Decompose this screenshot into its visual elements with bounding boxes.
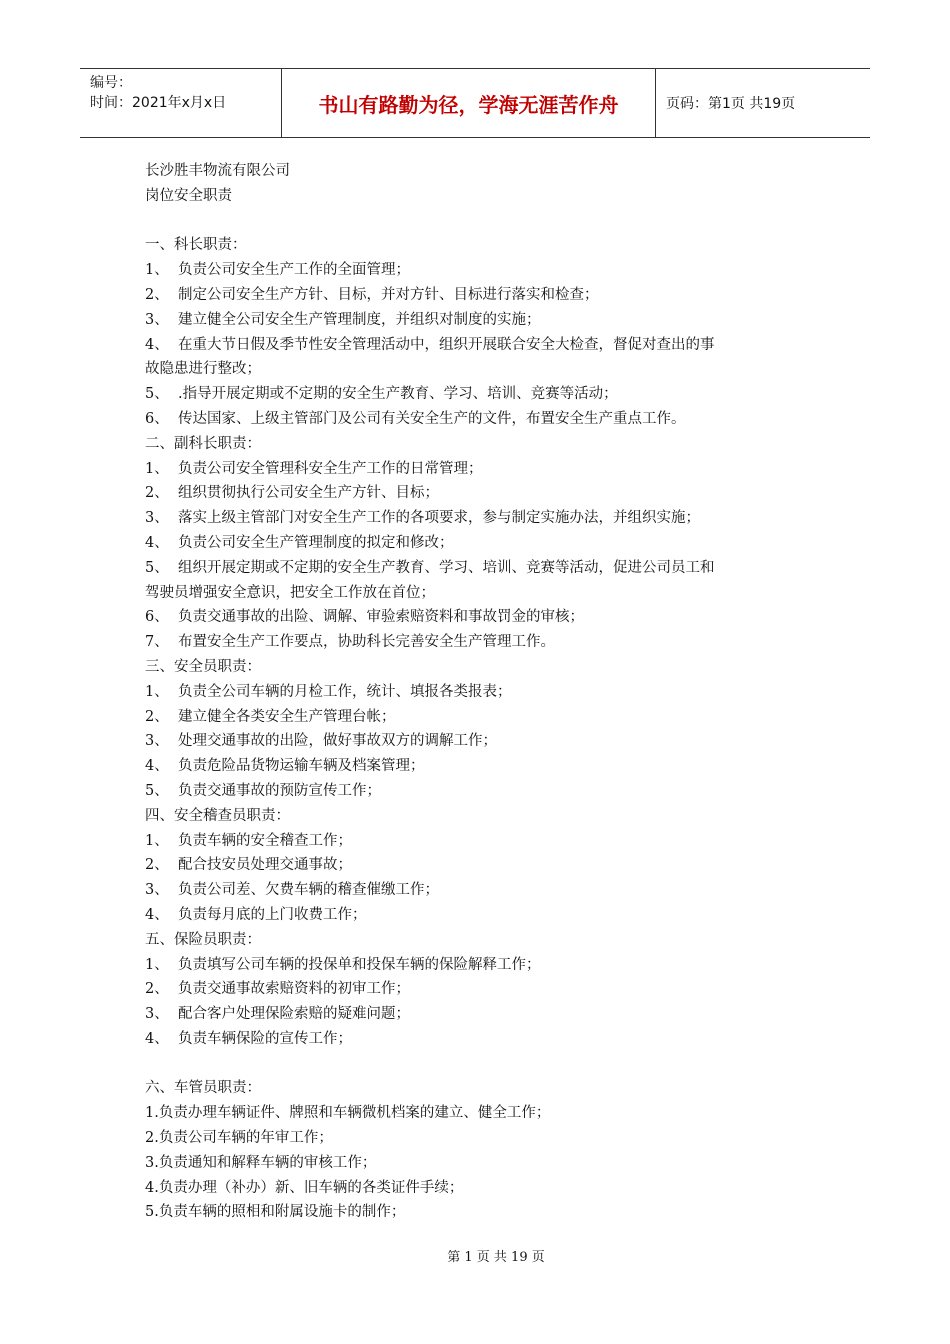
section-heading: 一、科长职责： — [145, 237, 247, 254]
duty-item — [145, 878, 810, 903]
duty-item — [145, 829, 810, 854]
item-number: 1、 — [145, 683, 169, 700]
item-text: 传达国家、上级主管部门及公司有关安全生产的文件，布置安全生产重点工作。 — [178, 410, 686, 427]
item-text: 负责交通事故的出险、调解、审验索赔资料和事故罚金的审核； — [178, 609, 584, 626]
item-number: 4、 — [145, 758, 169, 775]
header-page-info: 页码：第1页 共19页 — [666, 96, 796, 112]
section-heading: 五、保险员职责： — [145, 931, 261, 948]
section-heading: 三、安全员职责： — [145, 658, 261, 675]
duty-item — [145, 457, 810, 482]
item-number: 5、 — [145, 386, 169, 403]
item-text: 负责公司安全管理科安全生产工作的日常管理； — [178, 460, 483, 477]
duty-item — [145, 605, 810, 630]
duty-item: 3.负责通知和解释车辆的审核工作； — [145, 1154, 377, 1171]
duty-sections — [145, 233, 810, 1051]
company-name: 长沙胜丰物流有限公司 — [145, 163, 290, 179]
item-text: 组织开展定期或不定期的安全生产教育、学习、培训、竞赛等活动，促进公司员工和 — [178, 559, 715, 576]
item-number: 6、 — [145, 410, 169, 427]
duty-item — [145, 729, 810, 754]
item-number: 1、 — [145, 460, 169, 477]
header-motto: 书山有路勤为径，学海无涯苦作舟 — [281, 69, 656, 137]
item-text-continued: 故隐患进行整改； — [145, 361, 261, 378]
duty-item — [145, 1002, 810, 1027]
item-number: 1、 — [145, 956, 169, 973]
item-number: 5、 — [145, 559, 169, 576]
item-text: 配合技安员处理交通事故； — [178, 857, 352, 874]
duty-item — [145, 977, 810, 1002]
item-text: 组织贯彻执行公司安全生产方针、目标； — [178, 485, 439, 502]
item-text: 负责车辆保险的宣传工作； — [178, 1030, 352, 1047]
page-header — [80, 68, 870, 138]
section-items — [145, 1101, 810, 1225]
item-number: 3、 — [145, 1006, 169, 1023]
item-number: 4、 — [145, 1030, 169, 1047]
duty-item — [145, 556, 810, 581]
item-number: 6、 — [145, 609, 169, 626]
duty-item — [145, 407, 810, 432]
item-text: 负责公司差、欠费车辆的稽查催缴工作； — [178, 882, 439, 899]
section-heading: 二、副科长职责： — [145, 435, 261, 452]
duty-item: 4.负责办理（补办）新、旧车辆的各类证件手续； — [145, 1179, 464, 1196]
item-text: 配合客户处理保险索赔的疑难问题； — [178, 1006, 410, 1023]
item-text: 负责交通事故索赔资料的初审工作； — [178, 981, 410, 998]
item-text: 负责交通事故的预防宣传工作； — [178, 782, 381, 799]
section-heading: 四、安全稽查员职责： — [145, 807, 290, 824]
item-number: 2、 — [145, 286, 169, 303]
duty-item — [145, 308, 810, 333]
item-number: 2、 — [145, 857, 169, 874]
item-number: 3、 — [145, 882, 169, 899]
duty-item — [145, 506, 810, 531]
item-text: 落实上级主管部门对安全生产工作的各项要求，参与制定实施办法，并组织实施； — [178, 510, 700, 527]
item-number: 7、 — [145, 634, 169, 651]
item-number: 3、 — [145, 733, 169, 750]
duty-item — [145, 531, 810, 556]
duty-item — [145, 903, 810, 928]
item-text: 负责全公司车辆的月检工作，统计、填报各类报表； — [178, 683, 512, 700]
duty-item — [145, 630, 810, 655]
duty-item — [145, 853, 810, 878]
duty-item — [145, 705, 810, 730]
item-text: 负责危险品货物运输车辆及档案管理； — [178, 758, 425, 775]
duty-item — [145, 754, 810, 779]
document-title: 岗位安全职责 — [145, 187, 232, 204]
document-time-label: 时间：2021年x月x日 — [90, 95, 227, 111]
item-number: 4、 — [145, 534, 169, 551]
duty-item — [145, 333, 810, 358]
item-number: 2、 — [145, 981, 169, 998]
item-text: 负责车辆的安全稽查工作； — [178, 832, 352, 849]
item-text: 在重大节日假及季节性安全管理活动中，组织开展联合安全大检查，督促对查出的事 — [178, 336, 715, 353]
item-number: 1、 — [145, 262, 169, 279]
page-footer: 第 1 页 共 19 页 — [447, 1250, 545, 1265]
duty-item — [145, 283, 810, 308]
item-text: 负责公司安全生产管理制度的拟定和修改； — [178, 534, 454, 551]
item-text: 处理交通事故的出险，做好事故双方的调解工作； — [178, 733, 497, 750]
item-text: 负责填写公司车辆的投保单和投保车辆的保险解释工作； — [178, 956, 541, 973]
blank-line — [145, 209, 810, 234]
item-number: 5、 — [145, 782, 169, 799]
duty-item — [145, 481, 810, 506]
document-number-label: 编号： — [90, 75, 132, 91]
duty-item — [145, 779, 810, 804]
duty-item — [145, 382, 810, 407]
item-text: 布置安全生产工作要点，协助科长完善安全生产管理工作。 — [178, 634, 555, 651]
section-heading: 六、车管员职责： — [145, 1080, 261, 1097]
item-number: 1、 — [145, 832, 169, 849]
duty-item — [145, 1027, 810, 1052]
item-number: 3、 — [145, 510, 169, 527]
item-number: 3、 — [145, 311, 169, 328]
duty-item: 2.负责公司车辆的年审工作； — [145, 1130, 333, 1147]
blank-line — [145, 1052, 810, 1077]
duty-item: 5.负责车辆的照相和附属设施卡的制作； — [145, 1204, 406, 1221]
item-text: 制定公司安全生产方针、目标，并对方针、目标进行落实和检查； — [178, 286, 599, 303]
item-text: 建立健全各类安全生产管理台帐； — [178, 708, 396, 725]
item-number: 2、 — [145, 708, 169, 725]
item-text-continued: 驾驶员增强安全意识，把安全工作放在首位； — [145, 584, 435, 601]
duty-section-vehicle-manager — [145, 1076, 810, 1225]
duty-item — [145, 680, 810, 705]
item-text: .指导开展定期或不定期的安全生产教育、学习、培训、竞赛等活动； — [178, 386, 618, 403]
header-meta — [80, 69, 281, 137]
item-text: 负责公司安全生产工作的全面管理； — [178, 262, 410, 279]
item-number: 2、 — [145, 485, 169, 502]
duty-item — [145, 953, 810, 978]
item-text: 建立健全公司安全生产管理制度，并组织对制度的实施； — [178, 311, 541, 328]
duty-item: 1.负责办理车辆证件、牌照和车辆微机档案的建立、健全工作； — [145, 1105, 551, 1122]
item-text: 负责每月底的上门收费工作； — [178, 906, 367, 923]
item-number: 4、 — [145, 906, 169, 923]
duty-item — [145, 258, 810, 283]
item-number: 4、 — [145, 336, 169, 353]
document-body — [145, 159, 810, 1225]
